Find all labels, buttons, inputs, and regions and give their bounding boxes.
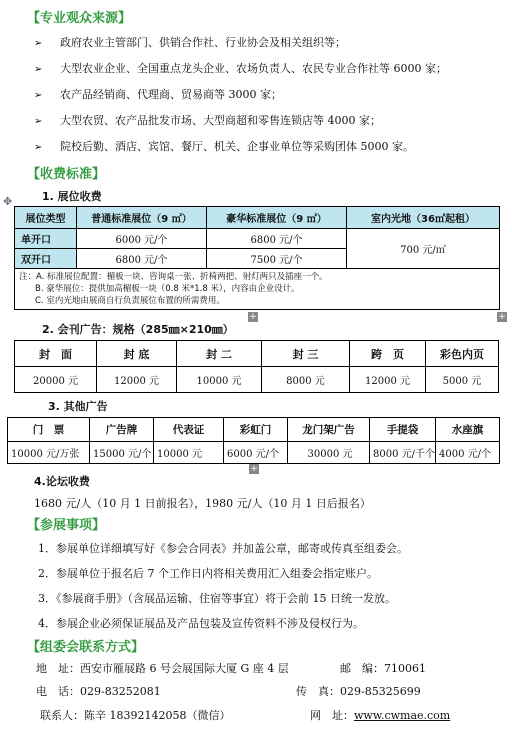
address-value: 西安市雁展路 6 号会展国际大厦 G 座 4 层 [80, 662, 289, 675]
arrow-bullet-icon: ➢ [34, 142, 43, 153]
other-ads-subtitle: 3. 其他广告 [48, 400, 108, 413]
table-header-cell: 展位类型 [15, 207, 77, 229]
table-cell: 30000 元 [288, 442, 370, 464]
arrow-bullet-icon: ➢ [34, 64, 43, 75]
list-item: 4．参展企业必须保证展品及产品包装及宣传资料不涉及侵权行为。 [38, 617, 364, 630]
contact-address-line [36, 660, 289, 676]
table-header-cell: 封 三 [262, 341, 350, 367]
journal-ad-table [14, 340, 499, 393]
journal-subtitle: 2. 会刊广告：规格（285㎜×210㎜） [42, 323, 234, 336]
table-cell: 5000 元 [426, 367, 499, 393]
booth-subtitle: 1. 展位收费 [42, 190, 102, 203]
table-cell: 6800 元/个 [207, 229, 347, 249]
table-header-cell: 普通标准展位（9 ㎡） [77, 207, 207, 229]
raw-space-price: 700 元/㎡ [347, 229, 500, 269]
table-cell: 20000 元 [15, 367, 97, 393]
booth-fee-table [14, 206, 500, 310]
list-item: ➢ 院校后勤、酒店、宾馆、餐厅、机关、企事业单位等采购团体 5000 家。 [34, 134, 504, 160]
contact-person-line [40, 707, 230, 723]
postcode-value: 710061 [384, 662, 426, 675]
fax-label: 传 真： [296, 685, 340, 698]
table-header-cell: 彩虹门 [224, 418, 288, 442]
table-header-cell: 豪华标准展位（9 ㎡） [207, 207, 347, 229]
arrow-bullet-icon: ➢ [34, 116, 43, 127]
table-cell: 10000 元/万张 [8, 442, 90, 464]
forum-subtitle: 4.论坛收费 [34, 475, 90, 488]
list-item: 3．《参展商手册》（含展品运输、住宿等事宜）将于会前 15 日统一发放。 [38, 592, 396, 605]
row-label: 双开口 [15, 249, 77, 269]
section-title-audience: 【专业观众来源】 [27, 11, 132, 26]
phone-label: 电 话： [36, 685, 80, 698]
table-row [15, 367, 499, 393]
table-resize-handle-icon[interactable]: + [498, 312, 506, 322]
list-item: 2．参展单位于报名后 7 个工作日内将相关费用汇入组委会指定账户。 [38, 567, 378, 580]
table-header-cell: 跨 页 [350, 341, 426, 367]
list-item: ➢ 大型农业企业、全国重点龙头企业、农场负责人、农民专业合作社等 6000 家； [34, 56, 504, 82]
table-header-row [15, 341, 499, 367]
table-header-cell: 彩色内页 [426, 341, 499, 367]
table-cell: 7500 元/个 [207, 249, 347, 269]
table-header-cell: 门 票 [8, 418, 90, 442]
postcode-label: 邮 编： [340, 662, 384, 675]
table-cell: 10000 元 [154, 442, 224, 464]
table-row [15, 229, 500, 249]
table-header-cell: 封 底 [97, 341, 177, 367]
table-cell: 6000 元/个 [224, 442, 288, 464]
table-cell: 8000 元/千个 [370, 442, 436, 464]
forum-fee-text: 1680 元/人（10 月 1 日前报名），1980 元/人（10 月 1 日后报名） [34, 497, 371, 510]
move-handle-icon[interactable]: ✥ [3, 195, 13, 208]
table-header-row [15, 207, 500, 229]
table-header-cell: 手提袋 [370, 418, 436, 442]
table-header-row [8, 418, 500, 442]
table-cell: 6000 元/个 [77, 229, 207, 249]
table-row [8, 442, 500, 464]
section-title-fees: 【收费标准】 [27, 167, 106, 182]
person-label: 联系人： [40, 709, 84, 722]
table-resize-handle-icon[interactable]: + [250, 464, 258, 474]
table-cell: 12000 元 [97, 367, 177, 393]
list-item: ➢ 农产品经销商、代理商、贸易商等 3000 家； [34, 82, 504, 108]
table-cell: 15000 元/个 [90, 442, 154, 464]
table-cell: 6800 元/个 [77, 249, 207, 269]
list-item: ➢ 大型农贸、农产品批发市场、大型商超和零售连锁店等 4000 家； [34, 108, 504, 134]
arrow-bullet-icon: ➢ [34, 90, 43, 101]
other-ads-table [7, 417, 500, 464]
phone-value: 029-83252081 [80, 685, 161, 698]
table-header-cell: 代表证 [154, 418, 224, 442]
fax-value: 029-85325699 [340, 685, 421, 698]
table-header-cell: 室内光地（36㎡起租） [347, 207, 500, 229]
website-link[interactable]: www.cwmae.com [354, 709, 451, 722]
arrow-bullet-icon: ➢ [34, 38, 43, 49]
table-header-cell: 广告牌 [90, 418, 154, 442]
address-label: 地 址： [36, 662, 80, 675]
section-title-contact: 【组委会联系方式】 [27, 640, 145, 655]
list-item: ➢ 政府农业主管部门、供销合作社、行业协会及相关组织等； [34, 30, 504, 56]
contact-phone-line [36, 683, 161, 699]
table-notes-row [15, 269, 500, 310]
person-value: 陈辛 18392142058（微信） [84, 709, 231, 722]
table-header-cell: 龙门架广告 [288, 418, 370, 442]
table-cell: 12000 元 [350, 367, 426, 393]
contact-web-line [310, 707, 450, 723]
table-header-cell: 封 面 [15, 341, 97, 367]
web-label: 网 址： [310, 709, 354, 722]
contact-fax-line [296, 683, 421, 699]
table-cell: 4000 元/个 [436, 442, 500, 464]
row-label: 单开口 [15, 229, 77, 249]
notes-list [38, 536, 408, 636]
table-resize-handle-icon[interactable]: + [249, 312, 257, 322]
table-header-cell: 水座旗 [436, 418, 500, 442]
table-cell: 8000 元 [262, 367, 350, 393]
audience-list [34, 30, 504, 160]
table-cell: 10000 元 [177, 367, 262, 393]
table-header-cell: 封 二 [177, 341, 262, 367]
section-title-notes: 【参展事项】 [27, 518, 106, 533]
booth-notes: 注：A. 标准展位配置：楣板一块、咨询桌一张、折椅两把、射灯两只及插座一个。 B. 豪华展位：提供加高楣板一块（0.8 米*1.8 米），内容由企业设计。 C. 室内光地由展商自行负责展位布置的所需费用。 [15, 269, 500, 310]
contact-postcode-line [340, 660, 426, 676]
list-item: 1．参展单位详细填写好《参会合同表》并加盖公章，邮寄或传真至组委会。 [38, 542, 408, 555]
